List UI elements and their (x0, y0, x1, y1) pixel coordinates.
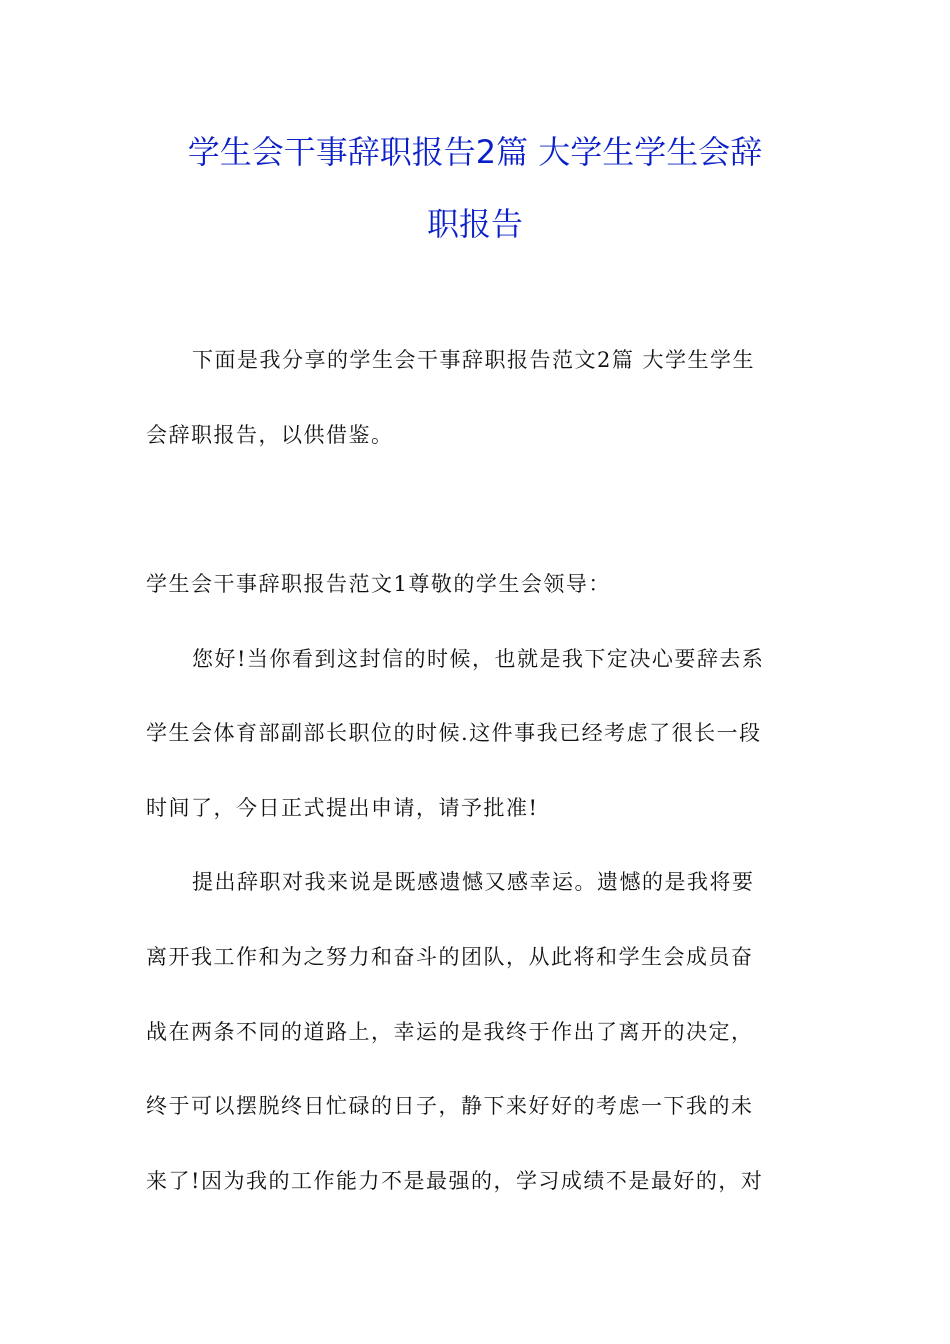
intro-paragraph-line-1: 下面是我分享的学生会干事辞职报告范文2篇 大学生学生 (192, 348, 756, 372)
paragraph-1-line-2: 学生会体育部副部长职位的时候.这件事我已经考虑了很长一段 (146, 721, 762, 745)
paragraph-2-line-5: 来了!因为我的工作能力不是最强的，学习成绩不是最好的，对 (146, 1169, 764, 1193)
paragraph-2-line-4: 终于可以摆脱终日忙碌的日子，静下来好好的考虑一下我的未 (146, 1094, 754, 1118)
paragraph-2-line-2: 离开我工作和为之努力和奋斗的团队，从此将和学生会成员奋 (146, 945, 754, 969)
paragraph-1-line-3: 时间了，今日正式提出申请，请予批准! (146, 796, 539, 820)
document-title-line-1: 学生会干事辞职报告2篇 大学生学生会辞 (187, 133, 763, 171)
document-title-line-2: 职报告 (426, 205, 523, 243)
paragraph-2-line-1: 提出辞职对我来说是既感遗憾又感幸运。遗憾的是我将要 (192, 870, 755, 894)
paragraph-2-line-3: 战在两条不同的道路上，幸运的是我终于作出了离开的决定， (146, 1020, 754, 1044)
section-heading-line: 学生会干事辞职报告范文1尊敬的学生会领导： (146, 572, 611, 596)
paragraph-1-line-1: 您好!当你看到这封信的时候，也就是我下定决心要辞去系 (192, 647, 765, 671)
intro-paragraph-line-2: 会辞职报告，以供借鉴。 (146, 423, 394, 447)
